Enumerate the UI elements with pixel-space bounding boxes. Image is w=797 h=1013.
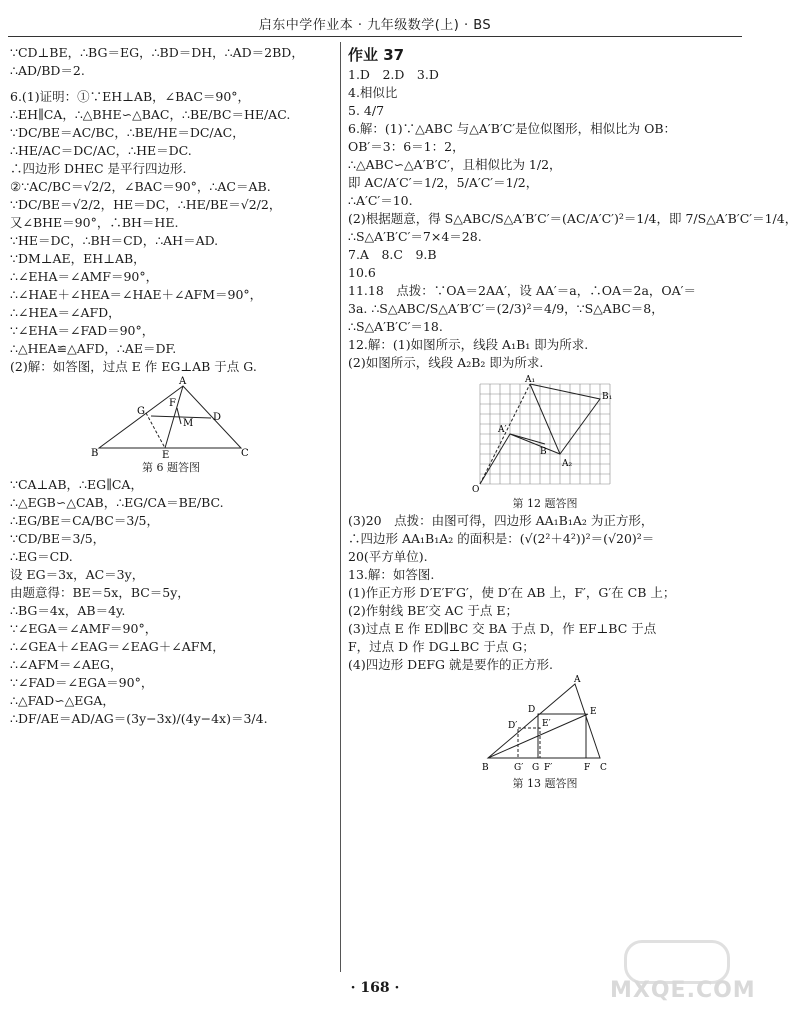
page-number: · 168 · (350, 980, 400, 996)
text-line: ∵∠EHA＝∠FAD＝90°， (10, 323, 155, 338)
text-line: 3a. ∴S△ABC/S△A′B′C′＝(2/3)²＝4/9，∵S△ABC＝8， (348, 301, 664, 316)
text-line: ∵CD⊥BE，∴BG＝EG，∴BD＝DH，∴AD＝2BD， (10, 45, 304, 60)
text-line: 即 AC/A′C′＝1/2，5/A′C′＝1/2， (348, 175, 539, 190)
text-line: ∴∠EHA＝∠AMF＝90°， (10, 269, 159, 284)
right-column (348, 44, 797, 792)
text-line: (3)20 点拨：由图可得，四边形 AA₁B₁A₂ 为正方形， (348, 513, 654, 528)
column-divider (340, 42, 341, 972)
text-line: ∴△EGB∽△CAB，∴EG/CA＝BE/BC. (10, 495, 224, 510)
fig6-label-M: M (183, 418, 194, 429)
fig12-label-Ap: A′ (498, 425, 507, 435)
fig12-label-B: B (540, 447, 547, 457)
fig6-label-G: G (137, 406, 145, 417)
text-line: ∵CA⊥AB，∴EG∥CA， (10, 477, 143, 492)
header-rule (8, 36, 742, 37)
fig12-label-A1: A₁ (525, 375, 536, 385)
fig6-label-C: C (241, 448, 249, 459)
text-line: ②∵AC/BC＝√2/2，∠BAC＝90°，∴AC＝AB. (10, 179, 271, 194)
text-line: ∴四边形 AA₁B₁A₂ 的面积是：(√(2²＋4²))²＝(√20)²＝ (348, 531, 655, 546)
text-line: (1)作正方形 D′E′F′G′，使 D′在 AB 上，F′，G′在 CB 上； (348, 585, 676, 600)
text-line: ∴BG＝4x，AB＝4y. (10, 603, 126, 618)
text-line: ∴△HEA≌△AFD，∴AE＝DF. (10, 341, 177, 356)
watermark-text: MXQE.COM (610, 978, 756, 1003)
text-line: ∴四边形 DHEC 是平行四边形. (10, 161, 187, 176)
text-line: ∵∠EGA＝∠AMF＝90°， (10, 621, 158, 636)
text-line: ∴∠HEA＝∠AFD， (10, 305, 121, 320)
watermark (610, 940, 756, 1006)
fig13-label-Fp: F′ (544, 763, 553, 773)
fig6-label-D: D (213, 412, 222, 423)
text-line: 设 EG＝3x，AC＝3y， (10, 567, 145, 582)
text-line: OB′＝3：6＝1：2， (348, 139, 465, 154)
fig13-label-B: B (482, 763, 489, 773)
fig6-label-B: B (91, 448, 99, 459)
text-line: 由题意得：BE＝5x，BC＝5y， (10, 585, 190, 600)
text-line: ∴A′C′＝10. (348, 193, 413, 208)
figure-13-caption: 第 13 题答图 (512, 777, 578, 790)
text-line: ∴EG＝CD. (10, 549, 73, 564)
text-line: 1.D 2.D 3.D (348, 67, 439, 82)
figure-12-grid (470, 374, 620, 494)
text-line: ∵CD/BE＝3/5， (10, 531, 106, 546)
text-line: ∵HE＝DC，∴BH＝CD，∴AH＝AD. (10, 233, 219, 248)
text-line: 6.(1)证明：①∵EH⊥AB，∠BAC＝90°， (10, 89, 251, 104)
fig12-label-O: O (472, 485, 480, 495)
text-line: 11.18 点拨：∵OA＝2AA′，设 AA′＝a，∴OA＝2a，OA′＝ (348, 283, 697, 298)
text-line: ∴DF/AE＝AD/AG＝(3y−3x)/(4y−4x)＝3/4. (10, 711, 268, 726)
text-line: ∴EG/BE＝CA/BC＝3/5， (10, 513, 159, 528)
figure-6 (91, 376, 251, 461)
fig12-label-A2: A₂ (562, 459, 573, 469)
fig13-label-Gp: G′ (514, 763, 524, 773)
text-line: (2)如图所示，线段 A₂B₂ 即为所求. (348, 355, 544, 370)
page-header (0, 0, 750, 40)
text-line: 20(平方单位). (348, 549, 428, 564)
fig12-label-B1: B₁ (602, 392, 613, 402)
text-line: ∵DC/BE＝AC/BC，∴BE/HE＝DC/AC， (10, 125, 245, 140)
text-line: ∴S△A′B′C′＝18. (348, 319, 443, 334)
assignment-title: 作业 37 (348, 46, 405, 64)
text-line: ∴S△A′B′C′＝7×4＝28. (348, 229, 482, 244)
text-line: 13.解：如答图. (348, 567, 435, 582)
text-line: (4)四边形 DEFG 就是要作的正方形. (348, 657, 553, 672)
text-line: 又∠BHE＝90°，∴BH＝HE. (10, 215, 179, 230)
text-line: ∵DC/BE＝√2/2，HE＝DC，∴HE/BE＝√2/2， (10, 197, 282, 212)
text-line: ∵∠FAD＝∠EGA＝90°， (10, 675, 154, 690)
text-line: (2)解：如答图，过点 E 作 EG⊥AB 于点 G. (10, 359, 257, 374)
left-column (10, 44, 332, 728)
text-line: ∴HE/AC＝DC/AC，∴HE＝DC. (10, 143, 192, 158)
text-line: F，过点 D 作 DG⊥BC 于点 G； (348, 639, 535, 654)
fig13-label-G: G (532, 763, 540, 773)
fig6-label-E: E (162, 450, 170, 461)
text-line: 7.A 8.C 9.B (348, 247, 437, 262)
text-line: ∴∠AFM＝∠AEG， (10, 657, 123, 672)
text-line: 5. 4/7 (348, 103, 385, 118)
header-title: 启东中学作业本 · 九年级数学(上) · BS (258, 18, 492, 33)
text-line: 12.解：(1)如图所示，线段 A₁B₁ 即为所求. (348, 337, 589, 352)
text-line: ∴△FAD∽△EGA， (10, 693, 115, 708)
text-line: ∴∠GEA＋∠EAG＝∠EAG＋∠AFM， (10, 639, 225, 654)
fig13-label-F: F (584, 763, 591, 773)
fig13-label-Ep: E′ (542, 719, 551, 729)
text-line: 6.解：(1)∵△ABC 与△A′B′C′是位似图形，相似比为 OB： (348, 121, 677, 136)
text-line: (2)作射线 BE′交 AC 于点 E； (348, 603, 518, 618)
figure-12-caption: 第 12 题答图 (512, 497, 578, 510)
fig13-label-A: A (574, 675, 581, 685)
fig6-label-F: F (169, 398, 176, 409)
fig13-label-E: E (590, 707, 597, 717)
text-line: ∵DM⊥AE，EH⊥AB， (10, 251, 146, 266)
figure-6-caption: 第 6 题答图 (142, 461, 200, 474)
fig13-label-C: C (600, 763, 607, 773)
fig6-label-A: A (179, 376, 187, 387)
text-line: 10.6 (348, 265, 376, 280)
text-line: (2)根据题意，得 S△ABC/S△A′B′C′＝(AC/A′C′)²＝1/4，即 7/S△A′B′C′＝1/4， (348, 211, 797, 226)
text-line: ∴△ABC∽△A′B′C′，且相似比为 1/2， (348, 157, 562, 172)
fig13-label-D: D (528, 705, 536, 715)
text-line: (3)过点 E 作 ED∥BC 交 BA 于点 D，作 EF⊥BC 于点 (348, 621, 657, 636)
fig13-label-Dp: D′ (508, 721, 518, 731)
text-line: ∴AD/BD＝2. (10, 63, 85, 78)
figure-13 (480, 676, 610, 774)
text-line: ∴EH∥CA，∴△BHE∽△BAC，∴BE/BC＝HE/AC. (10, 107, 291, 122)
text-line: 4.相似比 (348, 85, 398, 100)
text-line: ∴∠HAE＋∠HEA＝∠HAE＋∠AFM＝90°， (10, 287, 263, 302)
